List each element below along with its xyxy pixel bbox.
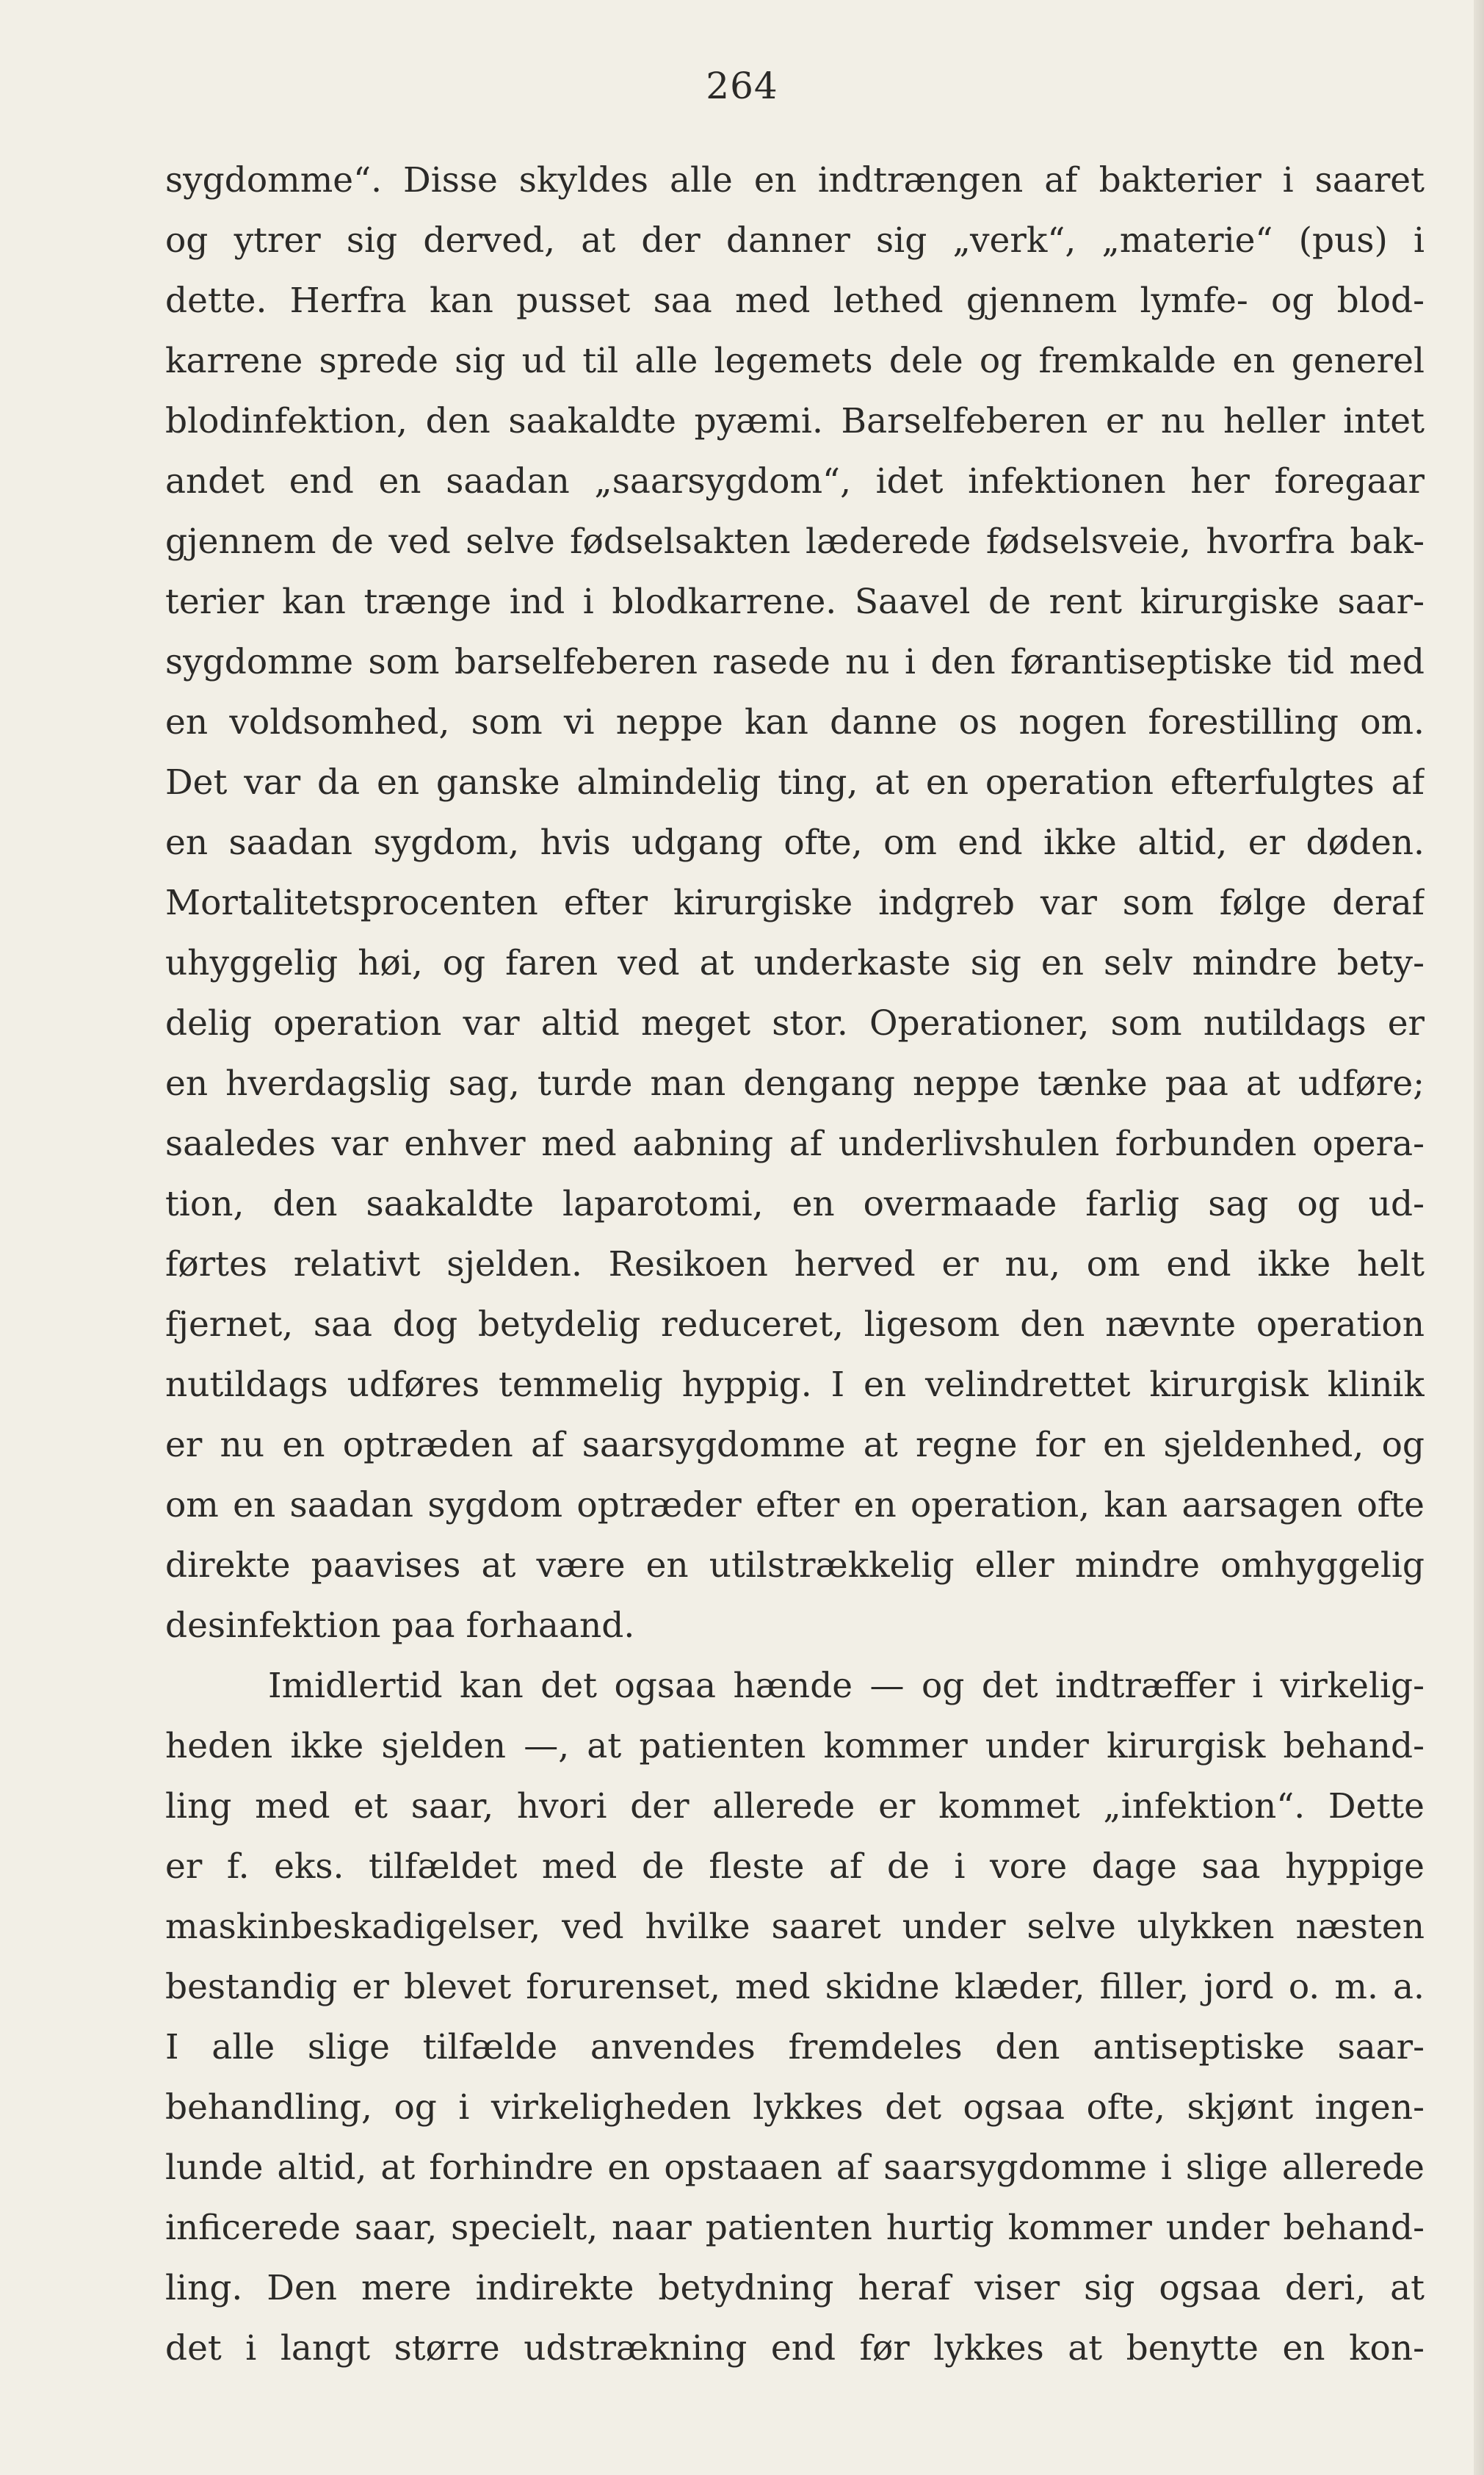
text-line: fjernet, saa dog betydelig reduceret, ligesom den nævnte operation [165, 1304, 1425, 1345]
text-line: maskinbeskadigelser, ved hvilke saaret under selve ulykken næsten [165, 1907, 1425, 1947]
text-line: en voldsomhed, som vi neppe kan danne os nogen forestilling om. [165, 702, 1425, 742]
text-line: Mortalitetsprocenten efter kirurgiske indgreb var som følge deraf [165, 883, 1425, 923]
text-line: og ytrer sig derved, at der danner sig „verk“, „materie“ (pus) i [165, 220, 1425, 261]
text-line: ling. Den mere indirekte betydning heraf viser sig ogsaa deri, at [165, 2268, 1425, 2308]
text-line: direkte paavises at være en utilstrækkelig eller mindre omhyggelig [165, 1545, 1425, 1586]
text-line: bestandig er blevet forurenset, med skidne klæder, filler, jord o. m. a. [165, 1967, 1425, 2007]
text-line: er f. eks. tilfældet med de fleste af de i vore dage saa hyppige [165, 1846, 1425, 1887]
text-line: Imidlertid kan det ogsaa hænde — og det indtræffer i virkelig- [268, 1666, 1425, 1706]
page-number: 264 [706, 65, 778, 107]
paragraph-1 [165, 151, 1425, 1656]
text-line: førtes relativt sjelden. Resikoen herved er nu, om end ikke helt [165, 1244, 1425, 1285]
text-line: I alle slige tilfælde anvendes fremdeles den antiseptiske saar- [165, 2027, 1425, 2067]
text-line: er nu en optræden af saarsygdomme at regne for en sjeldenhed, og [165, 1425, 1425, 1465]
text-line: inficerede saar, specielt, naar patienten hurtig kommer under behand- [165, 2208, 1425, 2248]
text-line: lunde altid, at forhindre en opstaaen af saarsygdomme i slige allerede [165, 2147, 1425, 2188]
text-line: sygdomme“. Disse skyldes alle en indtrængen af bakterier i saaret [165, 160, 1425, 200]
text-line: det i langt større udstrækning end før lykkes at benytte en kon- [165, 2328, 1425, 2369]
text-line: saaledes var enhver med aabning af underlivshulen forbunden opera- [165, 1124, 1425, 1164]
paragraph-2 [165, 1656, 1425, 2379]
text-line: blodinfektion, den saakaldte pyæmi. Barselfeberen er nu heller intet [165, 401, 1425, 441]
page-edge-shadow [1474, 0, 1484, 2475]
text-line: Det var da en ganske almindelig ting, at en operation efterfulgtes af [165, 762, 1425, 803]
text-line: heden ikke sjelden —, at patienten kommer under kirurgisk behand- [165, 1726, 1425, 1766]
text-line: terier kan trænge ind i blodkarrene. Saavel de rent kirurgiske saar- [165, 582, 1425, 622]
text-line: karrene sprede sig ud til alle legemets dele og fremkalde en generel [165, 341, 1425, 381]
text-line: en saadan sygdom, hvis udgang ofte, om end ikke altid, er døden. [165, 823, 1425, 863]
text-line: ling med et saar, hvori der allerede er kommet „infektion“. Dette [165, 1786, 1425, 1827]
text-line: dette. Herfra kan pusset saa med lethed gjennem lymfe- og blod- [165, 281, 1425, 321]
text-line: sygdomme som barselfeberen rasede nu i den førantiseptiske tid med [165, 642, 1425, 682]
text-line: tion, den saakaldte laparotomi, en overmaade farlig sag og ud- [165, 1184, 1425, 1224]
text-line: uhyggelig høi, og faren ved at underkaste sig en selv mindre bety- [165, 943, 1425, 983]
text-line: desinfektion paa forhaand. [165, 1605, 635, 1646]
text-line: en hverdagslig sag, turde man dengang neppe tænke paa at udføre; [165, 1063, 1425, 1104]
text-line: delig operation var altid meget stor. Operationer, som nutildags er [165, 1003, 1425, 1044]
text-line: gjennem de ved selve fødselsakten læderede fødselsveie, hvorfra bak- [165, 521, 1425, 562]
text-line: nutildags udføres temmelig hyppig. I en velindrettet kirurgisk klinik [165, 1365, 1425, 1405]
text-line: andet end en saadan „saarsygdom“, idet infektionen her foregaar [165, 461, 1425, 502]
text-line: behandling, og i virkeligheden lykkes det ogsaa ofte, skjønt ingen- [165, 2087, 1425, 2128]
text-line: om en saadan sygdom optræder efter en operation, kan aarsagen ofte [165, 1485, 1425, 1525]
body-text [165, 151, 1425, 2379]
